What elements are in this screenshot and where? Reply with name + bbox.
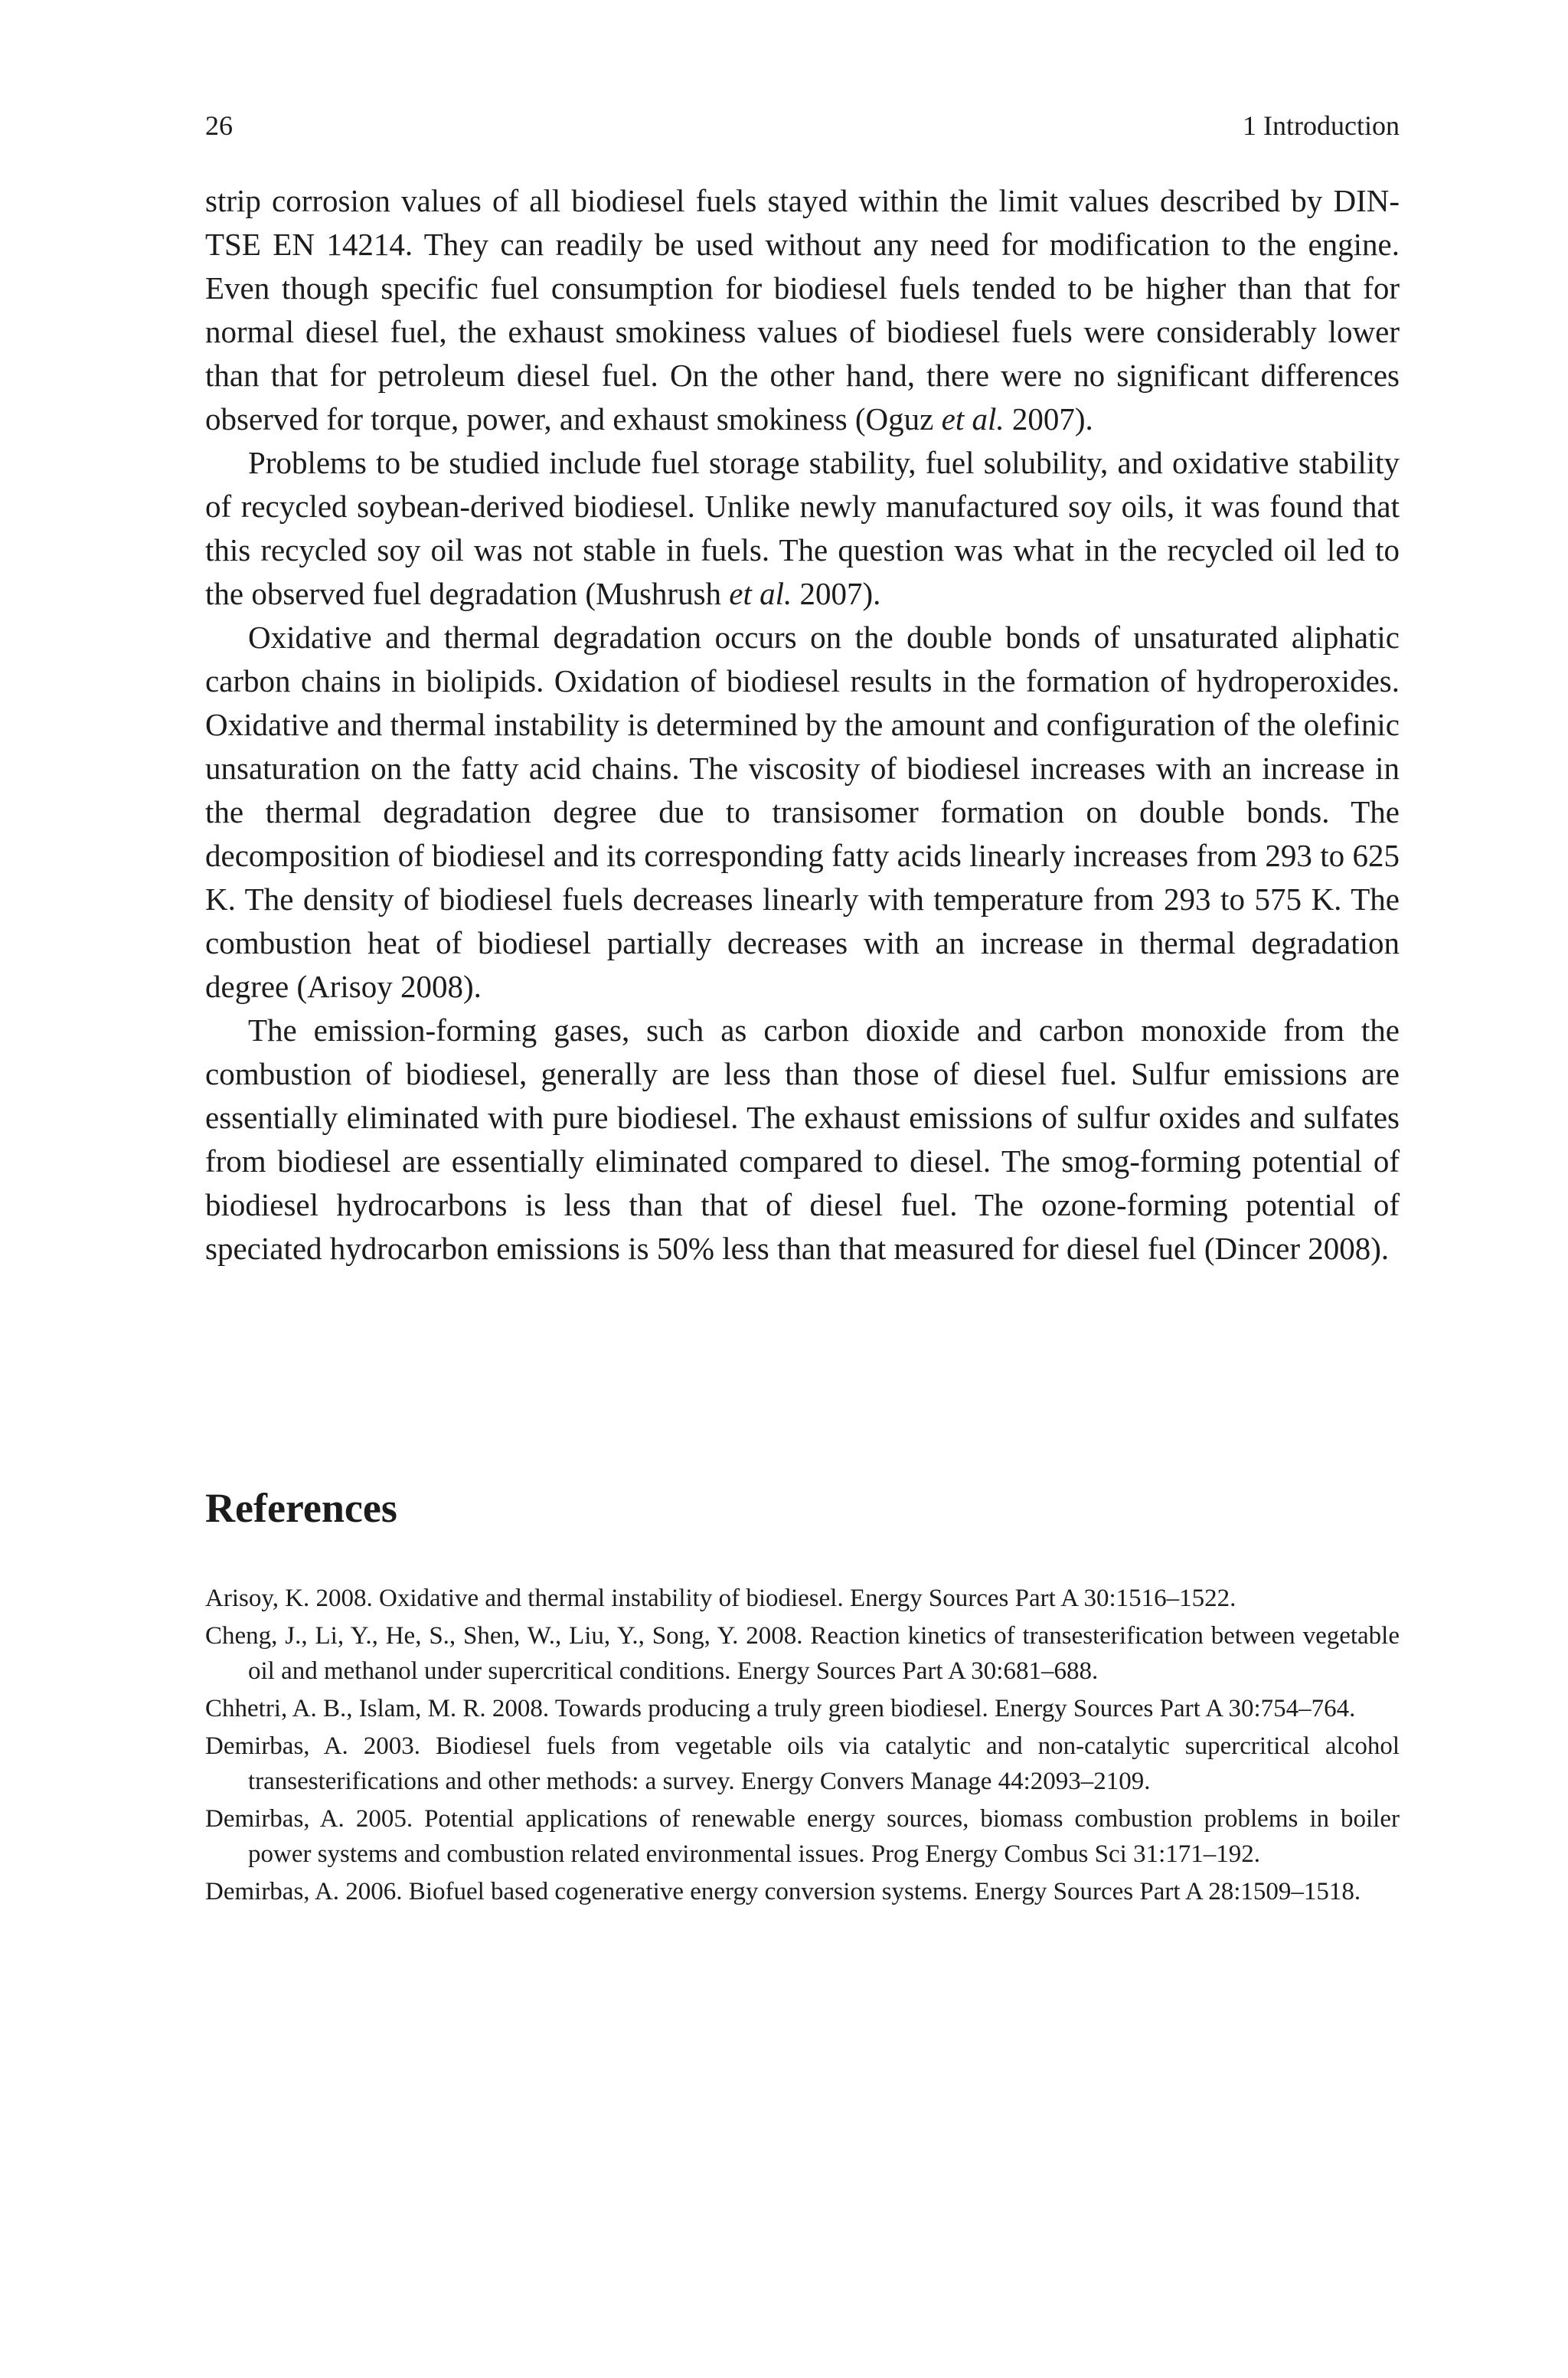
body-text (205, 179, 1400, 1271)
reference-entry: Arisoy, K. 2008. Oxidative and thermal instability of biodiesel. Energy Sources Part A 30:1516–1522. (205, 1585, 1236, 1612)
references-heading: References (205, 1485, 397, 1531)
references-list (205, 1581, 1400, 1912)
paragraph: Oxidative and thermal degradation occurs on the double bonds of unsaturated aliphatic carbon chains in biolipids. Oxidation of biodiesel results in the formation of hydroperoxides. Oxidative and thermal instability is determined by the amount and configuration of the olefinic unsaturation on the fatty acid chains. The viscosity of biodiesel increases with an increase in the thermal degradation degree due to transisomer formation on double bonds. The decomposition of biodiesel and its corresponding fatty acids linearly increases from 293 to 625 K. The density of biodiesel fuels decreases linearly with temperature from 293 to 575 K. The combustion heat of biodiesel partially decreases with an increase in thermal degradation degree (Arisoy 2008). (205, 620, 1400, 1004)
reference-entry: Chhetri, A. B., Islam, M. R. 2008. Towards producing a truly green biodiesel. Energy Sources Part A 30:754–764. (205, 1695, 1356, 1722)
reference-entry: Demirbas, A. 2006. Biofuel based cogenerative energy conversion systems. Energy Sources Part A 28:1509–1518. (205, 1878, 1361, 1905)
reference-entry: Cheng, J., Li, Y., He, S., Shen, W., Liu, Y., Song, Y. 2008. Reaction kinetics of transesterification between vegetable oil and methanol under supercritical conditions. Energy Sources Part A 30:681–688. (205, 1622, 1400, 1685)
reference-entry: Demirbas, A. 2003. Biodiesel fuels from vegetable oils via catalytic and non-catalytic supercritical alcohol transesterifications and other methods: a survey. Energy Convers Manage 44:2093–2109. (205, 1732, 1400, 1795)
paragraph: strip corrosion values of all biodiesel fuels stayed within the limit values described by DIN-TSE EN 14214. They can readily be used without any need for modification to the engine. Even though specific fuel consumption for biodiesel fuels tended to be higher than that for normal diesel fuel, the exhaust smokiness values of biodiesel fuels were considerably lower than that for petroleum diesel fuel. On the other hand, there were no significant differences observed for torque, power, and exhaust smokiness (Oguz et al. 2007). (205, 183, 1400, 437)
paragraph: Problems to be studied include fuel storage stability, fuel solubility, and oxidative stability of recycled soybean-derived biodiesel. Unlike newly manufactured soy oils, it was found that this recycled soy oil was not stable in fuels. The question was what in the recycled oil led to the observed fuel degradation (Mushrush et al. 2007). (205, 445, 1400, 611)
page-number: 26 (205, 110, 233, 141)
reference-entry: Demirbas, A. 2005. Potential applications of renewable energy sources, biomass combustion problems in boiler power systems and combustion related environmental issues. Prog Energy Combus Sci 31:171–192. (205, 1805, 1400, 1868)
paragraph: The emission-forming gases, such as carbon dioxide and carbon monoxide from the combustion of biodiesel, generally are less than those of diesel fuel. Sulfur emissions are essentially eliminated with pure biodiesel. The exhaust emissions of sulfur oxides and sulfates from biodiesel are essentially eliminated compared to diesel. The smog-forming potential of biodiesel hydrocarbons is less than that of diesel fuel. The ozone-forming potential of speciated hydrocarbon emissions is 50% less than that measured for diesel fuel (Dincer 2008). (205, 1012, 1400, 1266)
chapter-title: 1 Introduction (1243, 110, 1400, 141)
